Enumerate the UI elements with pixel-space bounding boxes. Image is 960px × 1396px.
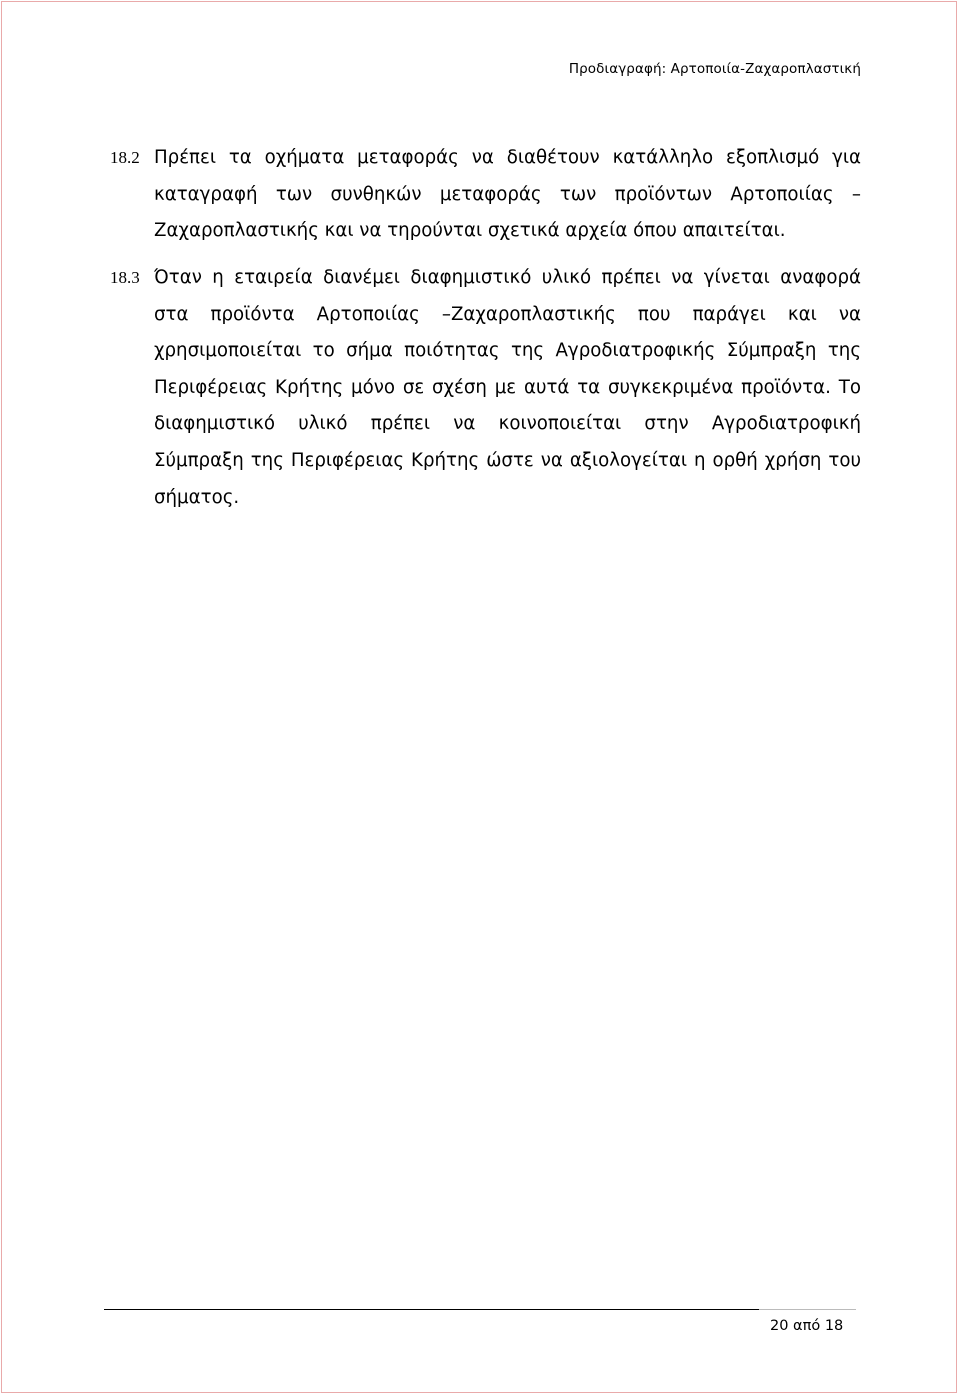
paragraph-line: Πρέπει τα οχήματα μεταφοράς να διαθέτουν κατάλληλο εξοπλισμό για — [154, 147, 861, 168]
section-18-3 — [110, 260, 861, 516]
paragraph-line: στα προϊόντα Αρτοποιίας –Ζαχαροπλαστικής που παράγει και να — [154, 303, 861, 325]
paragraph-line: Περιφέρειας Κρήτης μόνο σε σχέση με αυτά τα συγκεκριμένα προϊόντα. Το — [154, 376, 861, 398]
paragraph-line: Σύμπραξη της Περιφέρειας Κρήτης ώστε να αξιολογείται η ορθή χρήση του — [154, 449, 861, 471]
section-number: 18.2 — [110, 148, 140, 167]
paragraph-line: διαφημιστικό υλικό πρέπει να κοινοποιείται στην Αγροδιατροφική — [154, 413, 861, 435]
document-header-title: Προδιαγραφή: Αρτοποιία-Ζαχαροπλαστική — [568, 61, 861, 77]
footer-divider-extension — [759, 1309, 856, 1310]
paragraph-line: σήματος. — [154, 486, 240, 508]
paragraph-line: καταγραφή των συνθηκών μεταφοράς των προϊόντων Αρτοποιίας – — [154, 183, 861, 205]
paragraph-line: χρησιμοποιείται το σήμα ποιότητας της Αγροδιατροφικής Σύμπραξη της — [154, 340, 861, 362]
page-number: 20 από 18 — [770, 1318, 844, 1334]
footer-divider — [104, 1309, 759, 1310]
section-number: 18.3 — [110, 268, 140, 287]
paragraph-line: Όταν η εταιρεία διανέμει διαφημιστικό υλικό πρέπει να γίνεται αναφορά — [154, 267, 861, 288]
section-18-2 — [110, 140, 861, 250]
paragraph-line: Ζαχαροπλαστικής και να τηρούνται σχετικά αρχεία όπου απαιτείται. — [154, 220, 786, 242]
